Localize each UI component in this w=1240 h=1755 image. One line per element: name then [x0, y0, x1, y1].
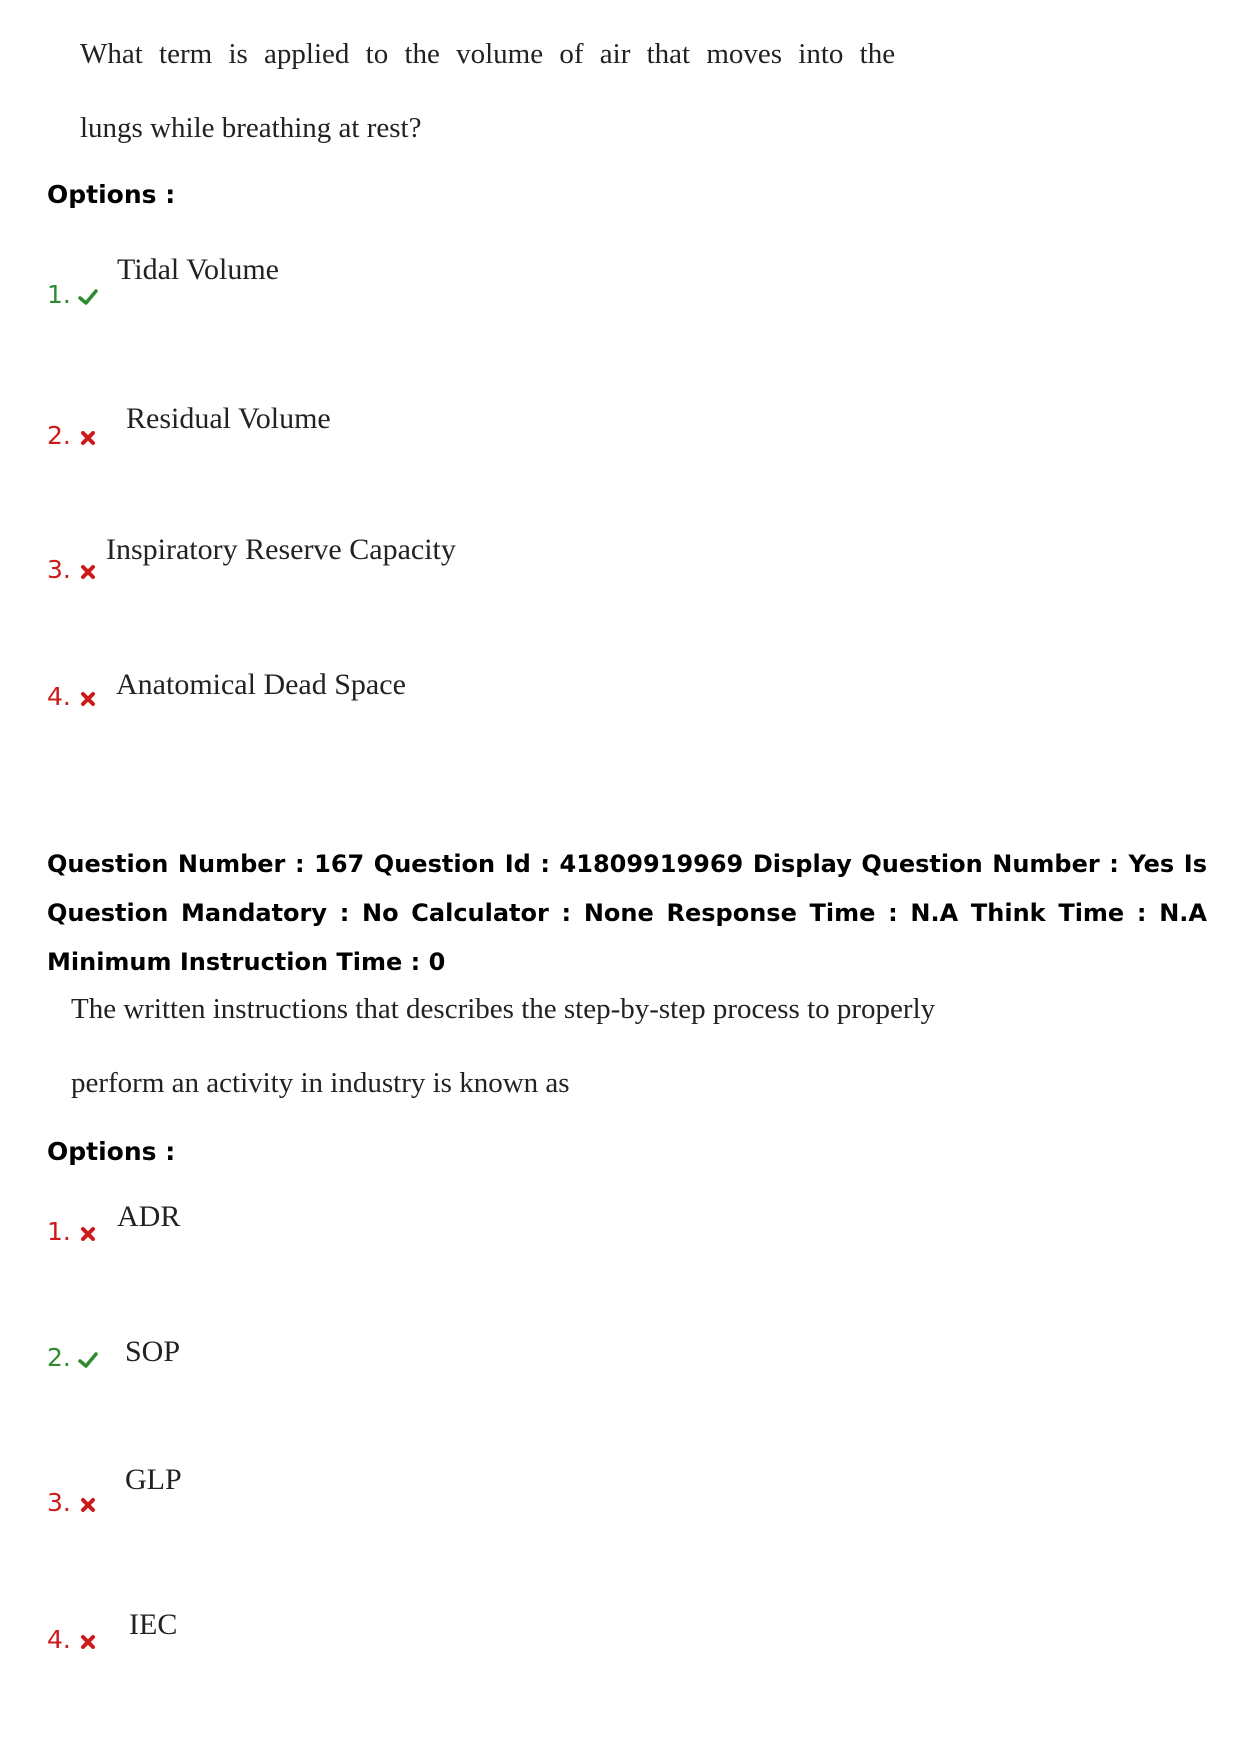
option-text: IEC [129, 1608, 178, 1641]
option-number: 4. [47, 682, 99, 711]
option-number: 1. [47, 1217, 99, 1246]
cross-mark-icon [77, 1493, 99, 1515]
option-text: GLP [125, 1463, 182, 1496]
option-text: Residual Volume [126, 402, 331, 435]
question-meta: Question Number : 167 Question Id : 41809919969 Display Question Number : Yes Is Question Mandatory : No Calculator : None Response Time : N.A Think Time : N.A Minimum Instruction Time : 0 [47, 850, 1207, 976]
option-text: ADR [117, 1200, 181, 1233]
option-number: 3. [47, 555, 99, 584]
check-mark-icon [77, 285, 99, 307]
options-label: Options : [47, 180, 176, 209]
option-text: Anatomical Dead Space [116, 668, 406, 701]
option-text: Inspiratory Reserve Capacity [106, 533, 456, 566]
question-text-line: The written instructions that describes the step-by-step process to properly [71, 993, 936, 1025]
option-number: 2. [47, 1343, 99, 1372]
option-number: 4. [47, 1625, 99, 1654]
cross-mark-icon [77, 1630, 99, 1652]
cross-mark-icon [77, 560, 99, 582]
question-text-line: lungs while breathing at rest? [80, 112, 422, 144]
option-text: Tidal Volume [117, 253, 279, 286]
options-label: Options : [47, 1137, 176, 1166]
option-number: 2. [47, 421, 99, 450]
option-text: SOP [125, 1335, 181, 1368]
option-number: 1. [47, 280, 99, 309]
check-mark-icon [77, 1348, 99, 1370]
cross-mark-icon [77, 1222, 99, 1244]
option-number: 3. [47, 1488, 99, 1517]
cross-mark-icon [77, 426, 99, 448]
question-text-line: What term is applied to the volume of air that moves into the [80, 38, 896, 70]
cross-mark-icon [77, 687, 99, 709]
question-text-line: perform an activity in industry is known as [71, 1067, 570, 1099]
